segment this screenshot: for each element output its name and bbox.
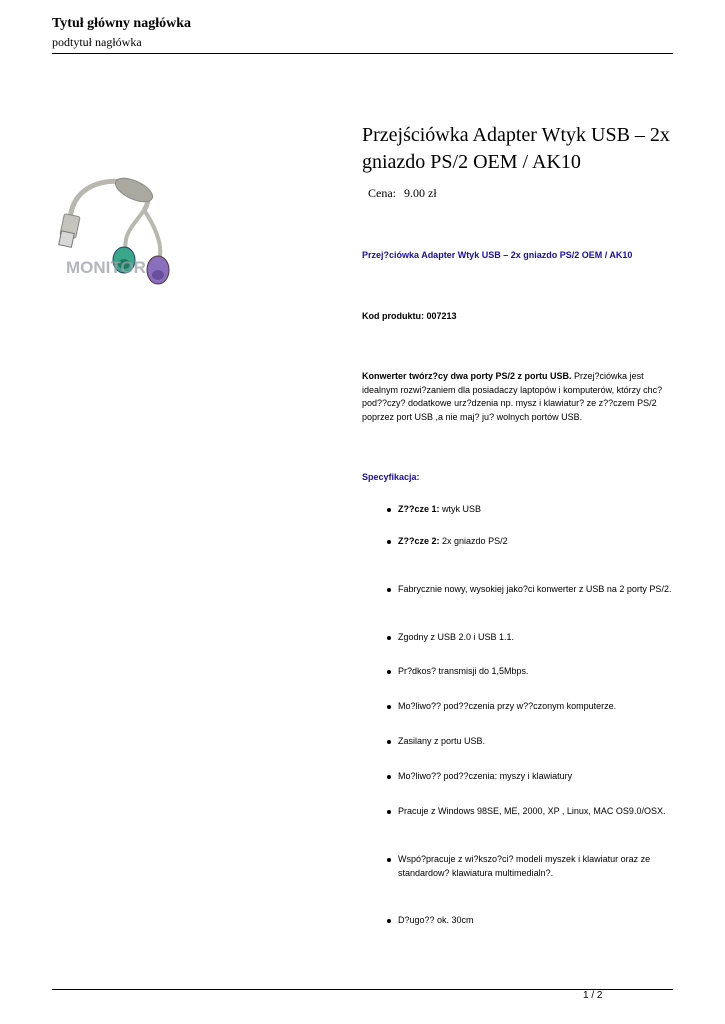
header-title: Tytuł główny nagłówka: [52, 16, 191, 31]
page-number: 1 / 2: [583, 990, 603, 1001]
spec-item: Zasilany z portu USB.: [398, 735, 680, 749]
price: [368, 186, 437, 201]
spec-item: Fabrycznie nowy, wysokiej jako?ci konwerter z USB na 2 porty PS/2.: [398, 583, 680, 597]
product-code: [362, 311, 457, 321]
product-description: [362, 370, 680, 424]
description-bold: Konwerter twórz?cy dwa porty PS/2 z portu USB.: [362, 371, 572, 381]
spec-item: Pr?dkos? transmisji do 1,5Mbps.: [398, 665, 680, 679]
product-subheading: Przej?ciówka Adapter Wtyk USB – 2x gniazdo PS/2 OEM / AK10: [362, 250, 633, 260]
header-divider: [52, 53, 673, 54]
price-label: Cena:: [368, 186, 396, 200]
spec-item: D?ugo?? ok. 30cm: [398, 914, 680, 928]
specs-heading: Specyfikacja:: [362, 472, 420, 482]
spec-item: Z??cze 1: wtyk USB: [398, 503, 680, 517]
description-text: Przej?ciówka jest idealnym rozwi?zaniem dla posiadaczy laptopów i komputerów, którzy chc? pod??czy? dodatkowe urz?dzenia np. mysz i klawiatur? ze z??czem PS/2 poprzez port USB ,a nie maj? ju? wolnych portów USB.: [362, 371, 663, 422]
spec-item: Mo?liwo?? pod??czenia: myszy i klawiatury: [398, 770, 680, 784]
product-code-label: Kod produktu:: [362, 311, 424, 321]
spec-item: Wspó?pracuje z wi?kszo?ci? modeli myszek i klawiatur oraz ze standardow? klawiatura multimedialn?.: [398, 853, 680, 880]
product-code-value: 007213: [426, 311, 457, 321]
product-title: Przejściówka Adapter Wtyk USB – 2x gniazdo PS/2 OEM / AK10: [362, 124, 670, 173]
price-value: 9.00 zł: [404, 186, 437, 200]
spec-item: Zgodny z USB 2.0 i USB 1.1.: [398, 631, 680, 645]
header-subtitle: podtytuł nagłówka: [52, 35, 142, 49]
image-watermark: MONITOR: [66, 258, 146, 277]
spec-item: Pracuje z Windows 98SE, ME, 2000, XP , Linux, MAC OS9.0/OSX.: [398, 805, 680, 819]
footer-divider: [52, 989, 673, 990]
spec-item: Z??cze 2: 2x gniazdo PS/2: [398, 535, 680, 549]
spec-item: Mo?liwo?? pod??czenia przy w??czonym komputerze.: [398, 700, 680, 714]
product-image: [52, 160, 187, 295]
